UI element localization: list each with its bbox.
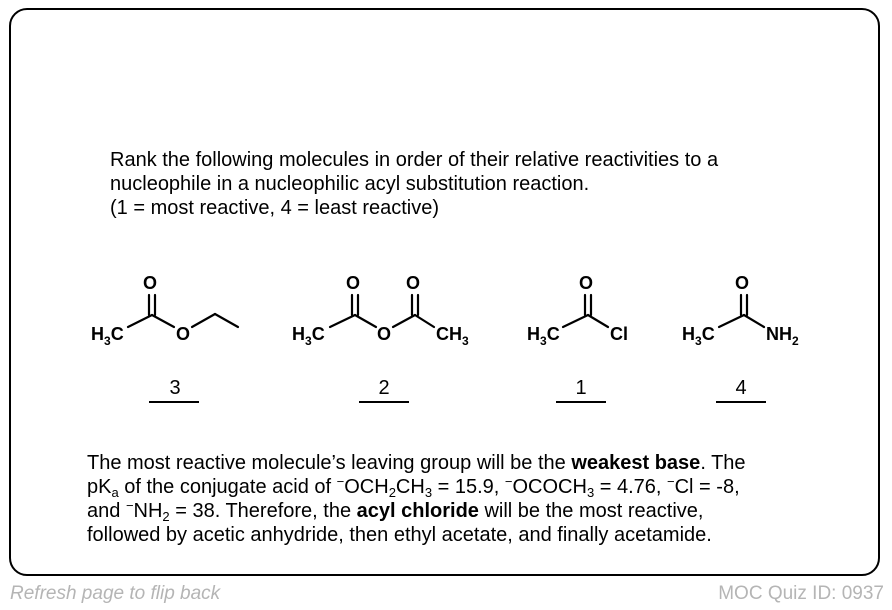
explanation-line-2: $pK_a$ of the conjugate acid of $^-OCH_2CH_3 = 15.9$, $^-OCOCH_3 = 4.76$, −Cl = -8,	[87, 474, 740, 500]
atom-nh2: $NH_2$	[766, 324, 799, 348]
methyl-label-1: $H_3C$	[91, 324, 124, 348]
answer-acetic-anhydride: 2	[378, 377, 390, 399]
answer-line-2	[359, 401, 409, 403]
explanation-text	[87, 451, 847, 547]
atom-o-carbonyl: O	[735, 273, 750, 293]
answer-acetamide: 4	[735, 377, 747, 399]
answer-line-3	[556, 401, 606, 403]
atom-o-carbonyl: O	[579, 273, 594, 293]
question-line-3: (1 = most reactive, 4 = least reactive)	[110, 197, 440, 219]
answer-ethyl-acetate: 3	[169, 377, 181, 399]
question-line-1: Rank the following molecules in order of their relative reactivities to a	[110, 149, 719, 171]
quiz-id-label: MOC Quiz ID: 0937	[718, 583, 884, 604]
methyl-label-2: $H_3C$	[292, 324, 325, 348]
answer-line-4	[716, 401, 766, 403]
molecule-acetic-anhydride	[292, 273, 469, 348]
answer-acetyl-chloride: 1	[575, 377, 587, 399]
explanation-line-4: followed by acetic anhydride, then ethyl acetate, and finally acetamide.	[87, 524, 712, 546]
answer-line-1	[149, 401, 199, 403]
molecule-acetamide	[682, 273, 799, 348]
atom-o-bridge: O	[377, 324, 392, 344]
atom-o-carbonyl-left: O	[346, 273, 361, 293]
atom-o-ester: O	[176, 324, 191, 344]
explanation-line-1: The most reactive molecule’s leaving group will be the weakest base. The	[87, 452, 746, 474]
explanation-line-3: and $^-NH_2 = 38$. Therefore, the acyl chloride will be the most reactive,	[87, 498, 704, 524]
atom-cl: Cl	[610, 324, 628, 344]
flip-back-hint: Refresh page to flip back	[10, 583, 221, 604]
methyl-label-5: $H_3C$	[682, 324, 715, 348]
methyl-label-4: $H_3C$	[527, 324, 560, 348]
atom-o-carbonyl-right: O	[406, 273, 421, 293]
molecule-acetyl-chloride	[527, 273, 628, 348]
atom-o-carbonyl: O	[143, 273, 158, 293]
methyl-label-3: $CH_3$	[436, 324, 469, 348]
question-line-2: nucleophile in a nucleophilic acyl substitution reaction.	[110, 173, 590, 195]
molecule-ethyl-acetate	[91, 273, 238, 348]
